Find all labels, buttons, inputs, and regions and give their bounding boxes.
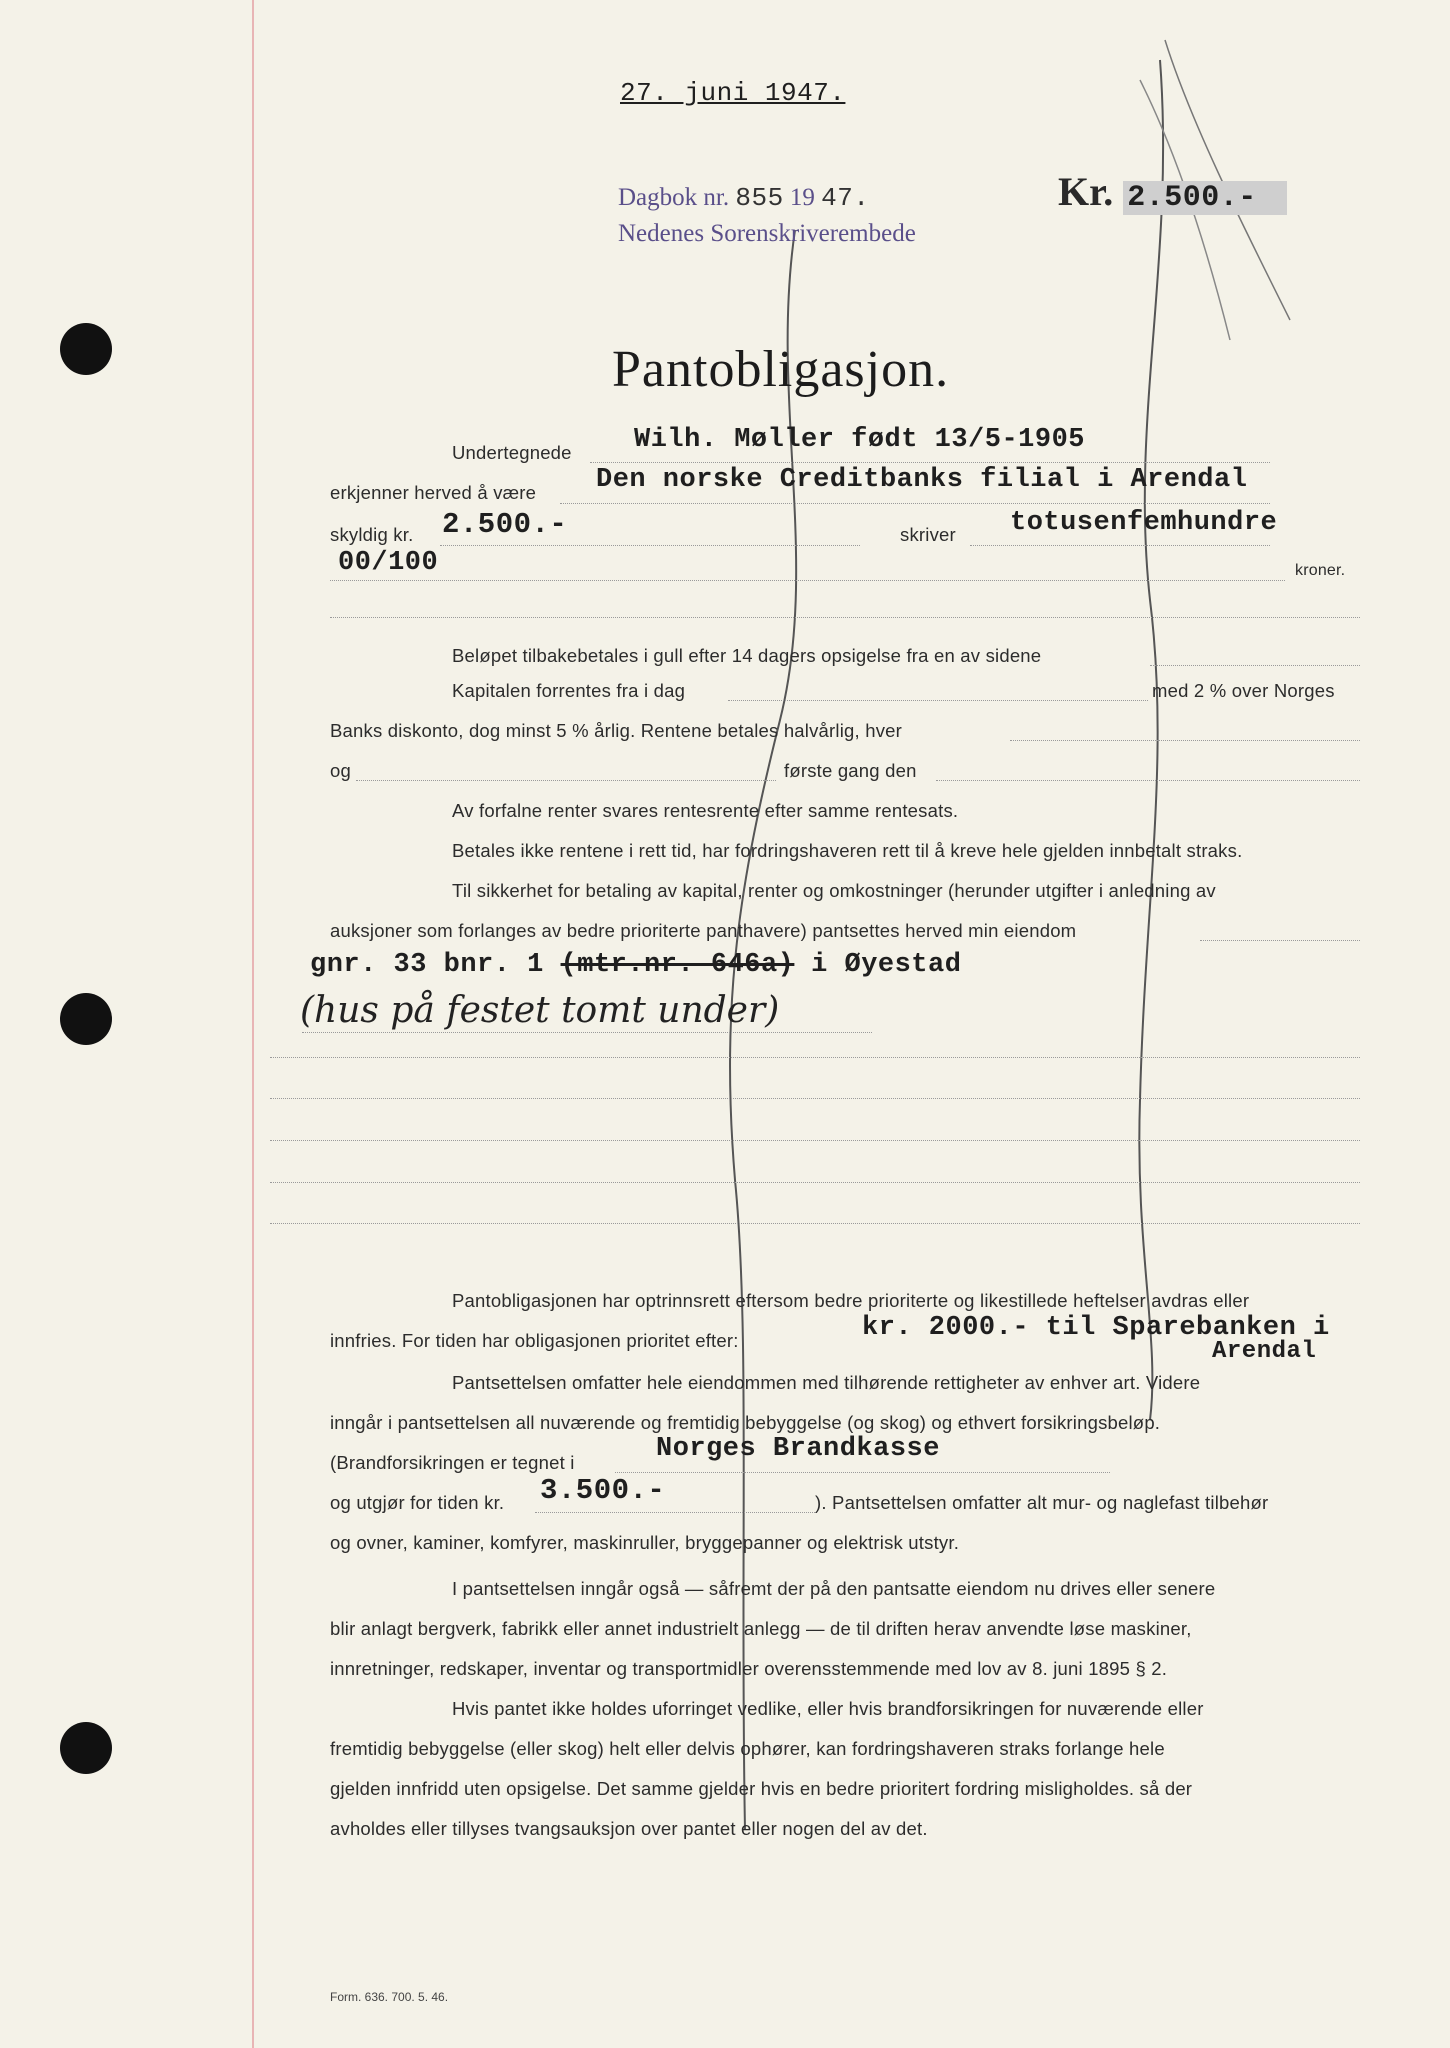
paragraph-fixtures: ). Pantsettelsen omfatter alt mur- og naglefast tilbehør xyxy=(815,1492,1269,1513)
fill-line xyxy=(590,462,1270,463)
paragraph-industry: I pantsettelsen inngår også — såfremt der på den pantsatte eiendom nu drives eller senere xyxy=(452,1578,1216,1599)
fill-line xyxy=(728,700,1148,701)
fill-line xyxy=(1010,740,1360,741)
paragraph-maintenance: Hvis pantet ikke holdes uforringet vedlike, eller hvis brandforsikringen for nuværende eller xyxy=(452,1698,1204,1719)
paragraph-discount: Banks diskonto, dog minst 5 % årlig. Rentene betales halvårlig, hver xyxy=(330,720,902,741)
erkjenner-value: Den norske Creditbanks filial i Arendal xyxy=(596,465,1248,495)
fill-line xyxy=(330,617,1360,618)
paragraph-first-time: første gang den xyxy=(784,760,917,781)
fill-line xyxy=(270,1057,1360,1058)
amount-prefix: Kr. xyxy=(1058,169,1114,214)
undertegnede-label: Undertegnede xyxy=(452,442,572,463)
paragraph-amount-label: og utgjør for tiden kr. xyxy=(330,1492,505,1513)
insurance-amount: 3.500.- xyxy=(540,1474,666,1507)
fill-line xyxy=(936,780,1360,781)
form-number: Form. 636. 700. 5. 46. xyxy=(330,1990,449,2004)
fill-line xyxy=(356,780,776,781)
undertegnede-value: Wilh. Møller født 13/5-1905 xyxy=(634,425,1085,455)
paragraph-interest: Kapitalen forrentes fra i dag xyxy=(452,680,686,701)
paragraph-equipment: og ovner, kaminer, komfyrer, maskinruller, bryggepanner og elektrisk utstyr. xyxy=(330,1532,960,1553)
prior-claim-line2: Arendal xyxy=(1212,1338,1317,1365)
skyldig-label: skyldig kr. xyxy=(330,524,414,545)
erkjenner-label: erkjenner herved å være xyxy=(330,482,537,503)
fill-line xyxy=(440,545,860,546)
prior-claim-line1: kr. 2000.- til Sparebanken i xyxy=(862,1313,1330,1343)
paragraph-default-clause: gjelden innfridd uten opsigelse. Det samme gjelder hvis en bedre prioritert fordring misligholdes. så der xyxy=(330,1778,1193,1799)
fill-line xyxy=(615,1472,1110,1473)
paragraph-default: Betales ikke rentene i rett tid, har fordringshaveren rett til å kreve hele gjelden innbetalt straks. xyxy=(452,840,1243,861)
paragraph-demand: fremtidig bebyggelse (eller skog) helt eller delvis ophører, kan fordringshaveren straks forlange hele xyxy=(330,1738,1165,1759)
paragraph-overdue: Av forfalne renter svares rentesrente efter samme rentesats. xyxy=(452,800,959,821)
office-stamp: Nedenes Sorenskriverembede xyxy=(618,220,916,247)
property-gnr: gnr. 33 bnr. 1 xyxy=(310,950,544,980)
dagbok-year-prefix: 19 xyxy=(789,184,815,211)
paragraph-og: og xyxy=(330,760,351,781)
property-location: i Øyestad xyxy=(811,950,962,980)
fill-line xyxy=(270,1140,1360,1141)
fill-line xyxy=(1150,665,1360,666)
dagbok-stamp xyxy=(618,183,869,213)
paragraph-auction: avholdes eller tillyses tvangsauksjon over pantet eller nogen del av det. xyxy=(330,1818,928,1839)
ore-value: 00/100 xyxy=(338,548,439,578)
paragraph-repayment: Beløpet tilbakebetales i gull efter 14 dagers opsigelse fra en av sidene xyxy=(452,645,1042,666)
paragraph-scope: Pantsettelsen omfatter hele eiendommen med tilhørende rettigheter av enhver art. Videre xyxy=(452,1372,1201,1393)
dagbok-number: 855 xyxy=(735,183,784,213)
skriver-value: totusenfemhundre xyxy=(1010,508,1278,538)
paragraph-redeemed: innfries. For tiden har obligasjonen prioritet efter: xyxy=(330,1330,739,1351)
document-date: 27. juni 1947. xyxy=(620,78,846,108)
handwritten-note: (hus på festet tomt under) xyxy=(300,990,780,1031)
fill-line xyxy=(1200,940,1360,941)
fill-line xyxy=(970,545,1270,546)
fill-line xyxy=(270,1182,1360,1183)
dagbok-year: 47. xyxy=(821,183,870,213)
insurer-value: Norges Brandkasse xyxy=(656,1434,940,1464)
fill-line xyxy=(330,580,1285,581)
paragraph-auctions: auksjoner som forlanges av bedre prioriterte panthavere) pantsettes herved min eiendom xyxy=(330,920,1077,941)
amount-box xyxy=(1058,168,1287,215)
kroner-label: kroner. xyxy=(1295,562,1346,579)
skyldig-value: 2.500.- xyxy=(442,508,568,541)
fill-line xyxy=(270,1223,1360,1224)
amount-value: 2.500.- xyxy=(1123,181,1287,215)
dagbok-label: Dagbok nr. xyxy=(618,184,730,211)
paragraph-interest-rate: med 2 % over Norges xyxy=(1152,680,1335,701)
fill-line xyxy=(560,503,1270,504)
paragraph-priority: Pantobligasjonen har optrinnsrett eftersom bedre prioriterte og likestillede heftelser avdras eller xyxy=(452,1290,1250,1311)
paragraph-fire-insurance: (Brandforsikringen er tegnet i xyxy=(330,1452,575,1473)
property-description xyxy=(310,950,961,980)
paragraph-machines: blir anlagt bergverk, fabrikk eller annet industrielt anlegg — de til driften herav anvendte løse maskiner, xyxy=(330,1618,1192,1639)
fill-line xyxy=(270,1098,1360,1099)
paragraph-buildings: inngår i pantsettelsen all nuværende og fremtidig bebyggelse (og skog) og ethvert forsikringsbeløp. xyxy=(330,1412,1161,1433)
fill-line xyxy=(535,1512,815,1513)
page-title: Pantobligasjon. xyxy=(612,341,950,398)
paragraph-law: innretninger, redskaper, inventar og transportmidler overensstemmende med lov av 8. juni 1895 § 2. xyxy=(330,1658,1168,1679)
property-mtr-struck: (mtr.nr. 646a) xyxy=(560,950,795,980)
skriver-label: skriver xyxy=(900,524,956,545)
fill-line xyxy=(302,1032,872,1033)
paragraph-security: Til sikkerhet for betaling av kapital, renter og omkostninger (herunder utgifter i anledning av xyxy=(452,880,1216,901)
